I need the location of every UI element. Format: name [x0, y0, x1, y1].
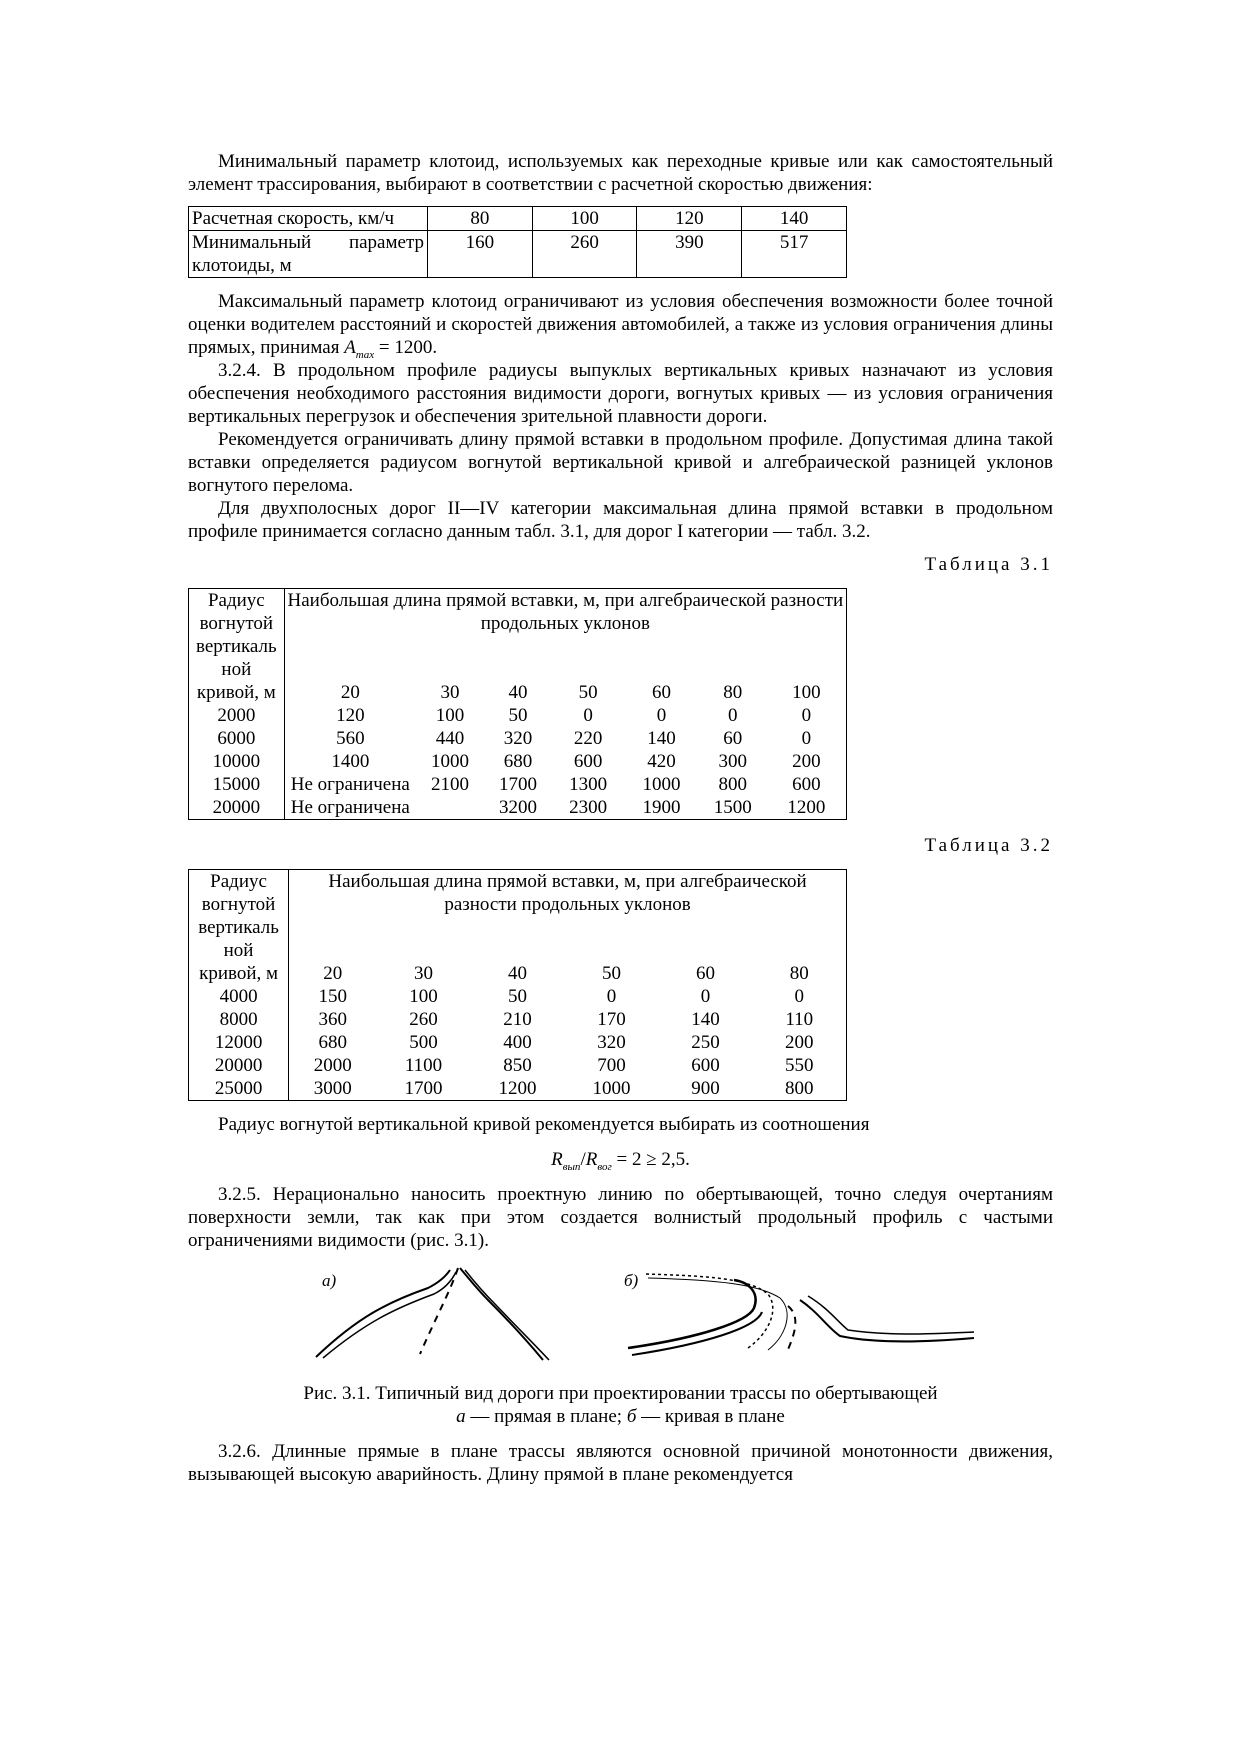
speed-label: Расчетная скорость, км/ч: [189, 207, 428, 231]
table-row: [189, 727, 847, 750]
table-cell: 0: [700, 986, 711, 1007]
paragraph-radius-ratio: Радиус вогнутой вертикальной кривой рекомендуется выбирать из соотношения: [218, 1114, 870, 1135]
table-cell: 1100: [404, 1055, 443, 1076]
table-row: [189, 796, 847, 820]
column-header: 40: [508, 682, 528, 703]
column-header: 30: [413, 963, 433, 984]
table-cell: 100: [435, 705, 465, 726]
text: а: [456, 1406, 466, 1427]
table-cell: 550: [784, 1055, 814, 1076]
text: = 2 ≥ 2,5.: [611, 1149, 690, 1170]
table-cell: 1700: [499, 774, 538, 795]
table-cell: 15000: [189, 773, 285, 796]
table-cell: 200: [784, 1032, 814, 1053]
table-cell: 0: [606, 986, 617, 1007]
table-cell: 0: [801, 728, 812, 749]
page: [188, 150, 1053, 1486]
subscript: вып: [562, 1160, 581, 1173]
table-row: [189, 1031, 847, 1054]
paragraph-straight-insert: Рекомендуется ограничивать длину прямой вставки в продольном профиле. Допустимая длина такой вставки определяется радиусом вогнутой вертикальной кривой и алгебраической разницей уклонов вогнутого перелома.: [188, 429, 1053, 496]
text: — кривая в плане: [636, 1406, 785, 1427]
table-cell: 8000: [189, 1008, 289, 1031]
table-cell: 360: [318, 1009, 348, 1030]
subscript: max: [355, 348, 375, 361]
text: = 1200.: [374, 337, 438, 358]
figure-label-a: а): [322, 1271, 337, 1290]
table-cell: 320: [503, 728, 533, 749]
table-cell: 250: [691, 1032, 720, 1053]
column-header: 80: [789, 963, 809, 984]
table-caption-3-1: Таблица 3.1: [924, 554, 1053, 575]
table-cell: 260: [532, 231, 637, 278]
column-header: 60: [652, 682, 672, 703]
table-cell: 120: [637, 207, 742, 231]
table-header-row: [189, 681, 847, 704]
table-cell: 20000: [189, 796, 285, 820]
table-row: [189, 773, 847, 796]
table-cell: 800: [784, 1078, 814, 1099]
table-cell: 80: [427, 207, 532, 231]
column-header: 80: [723, 682, 743, 703]
table-row: [189, 985, 847, 1008]
road-sketch: [188, 1262, 1053, 1362]
table-cell: 850: [503, 1055, 532, 1076]
table-cell: 200: [792, 751, 821, 772]
table-cell: 260: [409, 1009, 438, 1030]
table-cell: 140: [691, 1009, 720, 1030]
table-cell: 2300: [569, 797, 608, 818]
paragraph-two-lane: Для двухполосных дорог II—IV категории максимальная длина прямой вставки в продольном профиле принимается согласно данным табл. 3.1, для дорог I категории — табл. 3.2.: [188, 498, 1053, 542]
table-cell: 680: [318, 1032, 348, 1053]
table-row: [189, 750, 847, 773]
table-cell: 2000: [189, 704, 285, 727]
table-cell: 1300: [569, 774, 608, 795]
variable: R: [551, 1149, 563, 1170]
table-cell: 3200: [499, 797, 538, 818]
radius-unit: кривой, м: [189, 962, 289, 985]
table-cell: 390: [637, 231, 742, 278]
text: /: [580, 1149, 586, 1170]
table-header-row: [189, 589, 847, 682]
text: Максимальный параметр клотоид ограничивают из условия обеспечения возможности более точной оценки водителем расстояний и скоростей движения автомобилей, а также из условия ограничения длины прямых, принимая: [188, 291, 1053, 358]
radius-unit: кривой, м: [189, 681, 285, 704]
paragraph-3-2-5: 3.2.5. Нерационально наносить проектную линию по обертывающей, точно следуя очертаниям поверхности земли, так как при этом создается волнистый продольный профиль с частыми ограничениями видимости (рис. 3.1).: [188, 1184, 1053, 1251]
table-cell: 1000: [430, 751, 469, 772]
table-cell: 170: [597, 1009, 626, 1030]
table-cell: 400: [503, 1032, 532, 1053]
speed-table: [188, 206, 847, 278]
formula: [188, 1148, 1053, 1171]
table-cell: 10000: [189, 750, 285, 773]
paragraph-clothoid-min: Минимальный параметр клотоид, используемых как переходные кривые или как самостоятельный элемент трассирования, выбирают в соответствии с расчетной скоростью движения:: [188, 151, 1053, 195]
table-cell: 440: [435, 728, 465, 749]
table-cell: 800: [718, 774, 747, 795]
table-cell: 600: [691, 1055, 720, 1076]
table-header-row: [189, 962, 847, 985]
column-header: 40: [507, 963, 527, 984]
table-cell: 0: [583, 705, 593, 726]
table-cell: [416, 796, 484, 820]
radius-header: Радиус вогнутой вертикаль ной: [189, 870, 289, 963]
table-cell: 6000: [189, 727, 285, 750]
column-header: 20: [340, 682, 360, 703]
column-header: 50: [578, 682, 598, 703]
table-caption-3-2: Таблица 3.2: [924, 835, 1053, 856]
table-cell: 1900: [642, 797, 681, 818]
text: б: [626, 1406, 637, 1427]
table-cell: 900: [691, 1078, 720, 1099]
column-header: 30: [440, 682, 460, 703]
table-cell: 1200: [787, 797, 826, 818]
table-cell: 1000: [592, 1078, 631, 1099]
table-cell: 2100: [430, 774, 469, 795]
table-cell: 1400: [331, 751, 370, 772]
figure-caption-line1: Рис. 3.1. Типичный вид дороги при проектировании трассы по обертывающей: [303, 1383, 938, 1404]
paragraph-clothoid-max: [188, 290, 1053, 359]
road-straight: [316, 1268, 549, 1360]
table-cell: 140: [742, 207, 847, 231]
table-cell: 25000: [189, 1077, 289, 1101]
table-row: [189, 1077, 847, 1101]
table-cell: 20000: [189, 1054, 289, 1077]
table-cell: 0: [801, 705, 812, 726]
table-cell: 120: [336, 705, 365, 726]
table-cell: 100: [532, 207, 637, 231]
table-cell: 1000: [642, 774, 681, 795]
table-row: [189, 704, 847, 727]
table-cell: 420: [647, 751, 676, 772]
column-header: 50: [601, 963, 621, 984]
table-cell: 1700: [404, 1078, 443, 1099]
text: — прямая в плане;: [465, 1406, 627, 1427]
table-cell: 210: [503, 1009, 532, 1030]
table-row: [189, 207, 847, 231]
table-cell: 110: [785, 1009, 814, 1030]
table-cell: 700: [597, 1055, 626, 1076]
table-cell: 3000: [313, 1078, 352, 1099]
column-header: 60: [695, 963, 715, 984]
column-header: 100: [792, 682, 821, 703]
table-3-2: [188, 869, 847, 1101]
clothoid-label: Минимальный параметр клотоиды, м: [189, 231, 428, 278]
table-cell: 2000: [313, 1055, 352, 1076]
table-cell: 1200: [498, 1078, 537, 1099]
table-cell: 100: [409, 986, 438, 1007]
variable: A: [344, 337, 356, 358]
group-header: Наибольшая длина прямой вставки, м, при алгебраической разности продольных уклонов: [328, 871, 807, 915]
table-cell: 600: [792, 774, 821, 795]
table-row: [189, 1054, 847, 1077]
column-header: 20: [323, 963, 343, 984]
table-cell: 4000: [189, 985, 289, 1008]
radius-header: Радиус вогнутой вертикаль ной: [189, 589, 285, 682]
figure-caption: [188, 1382, 1053, 1428]
figure-3-1: [188, 1262, 1053, 1362]
table-row: [189, 1008, 847, 1031]
subscript: вог: [597, 1160, 612, 1173]
table-cell: 150: [318, 986, 348, 1007]
table-cell: 517: [742, 231, 847, 278]
group-header: Наибольшая длина прямой вставки, м, при алгебраической разности продольных уклонов: [287, 590, 844, 634]
table-cell: 160: [427, 231, 532, 278]
variable: R: [585, 1149, 598, 1170]
table-3-1: [188, 588, 847, 820]
paragraph-3-2-4: 3.2.4. В продольном профиле радиусы выпуклых вертикальных кривых назначают из условия обеспечения необходимого расстояния видимости дороги, вогнутых кривых — из условия ограничения вертикальных перегрузок и обеспечения зрительной плавности дороги.: [188, 360, 1053, 427]
road-curved: [628, 1274, 974, 1355]
table-cell: 220: [573, 728, 603, 749]
table-cell: 1500: [713, 797, 752, 818]
table-cell: 500: [409, 1032, 438, 1053]
table-cell: Не ограничена: [290, 797, 410, 818]
paragraph-3-2-6: 3.2.6. Длинные прямые в плане трассы являются основной причиной монотонности движения, вызывающей высокую аварийность. Длину прямой в плане рекомендуется: [188, 1441, 1053, 1485]
table-cell: 680: [503, 751, 533, 772]
table-cell: 560: [336, 728, 365, 749]
table-cell: 50: [508, 705, 528, 726]
table-row: [189, 231, 847, 278]
table-cell: Не ограничена: [290, 774, 410, 795]
table-cell: 320: [597, 1032, 626, 1053]
table-cell: 300: [718, 751, 747, 772]
table-cell: 140: [647, 728, 676, 749]
table-cell: 60: [723, 728, 743, 749]
table-cell: 600: [573, 751, 603, 772]
table-cell: 0: [794, 986, 804, 1007]
table-cell: 50: [507, 986, 527, 1007]
table-header-row: [189, 870, 847, 963]
figure-label-b: б): [624, 1271, 639, 1290]
table-cell: 0: [656, 705, 667, 726]
table-cell: 0: [727, 705, 738, 726]
figure-caption-line2: [188, 1405, 1053, 1428]
table-cell: 12000: [189, 1031, 289, 1054]
